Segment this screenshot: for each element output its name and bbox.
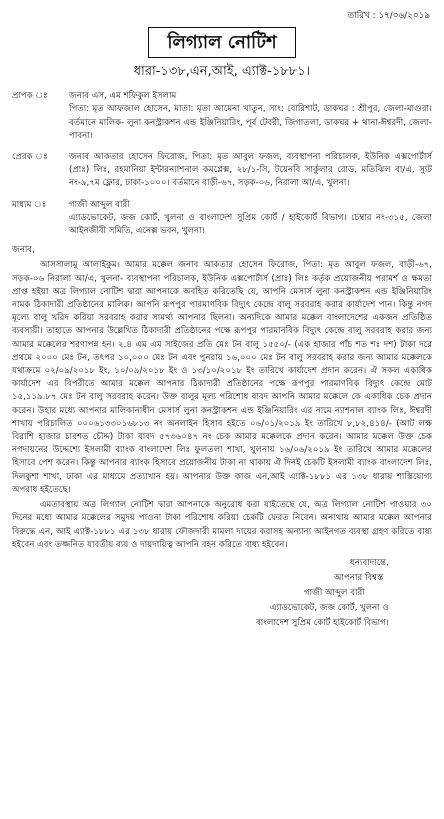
closing-block: [256, 556, 432, 631]
sender-details: জনাব আকতার হোসেন ফিরোজ, পিতা: মৃত আবুল ফজল, ব্যবস্থাপনা পরিচালক, ইউনিক এক্সপোর্টার্স (প্রাঃ) লিঃ, রহমানিয়া ইন্টারন্যাশনাল কমপ্লেক্স, ২৮/১-সি, টয়েনবি সার্কুলার রোড, মতিঝিল বা/এ, স্যুট নং-৯,৭ম ফ্লোর, ঢাকা-১০০০। বর্তমানে বাড়ী-৬৭, সড়ক-০৬, নিরালা আ/এ, খুলনা।: [69, 152, 432, 189]
closing-signatory-name: গাজী আব্দুল বারী: [304, 587, 365, 598]
recipient-details: পিতা: মৃত আফজাল হোসেন, মাতা: মৃতা আমেনা খাতুন, সাং: বোরিশাট, ডাকঘর : শ্রীপুর, জেলা-মাগুরা। বর্তমানে মালিক- লুনা কনস্ট্রাকশন এন্ড ইঞ্জিনিয়ারিং, পূর্ব টেবরী, জিগাতলা, ডাকঘর + থানা-ঈশ্বরদী, জেলা-পাবনা।: [69, 104, 432, 141]
recipient-block: [12, 90, 432, 143]
letter-body-paragraph-1: আসসালামু আলাইকুম। আমার মক্কেল জনাব আকতার হোসেন ফিরোজ, পিতা: মৃত আবুল ফজল, বাড়ী-৬৭, সড়ক-০৬ নিরালা আ/এ, খুলনা- ব্যবস্থাপনা পরিচালক, ইউনিক এক্সপোর্টার্স (প্রাঃ) লিঃ কর্তৃক প্রয়োজনীয় পরামর্শ ও ক্ষমতা প্রাপ্ত হইয়া অত্র লিগ্যাল নোটিশ দ্বারা আপনাকে অবহিত করিতেছি যে, আপনি মেসার্স লুনা কনস্ট্রাকশন এন্ড ইঞ্জিনিয়ারিং নামক ঠিকাদারী প্রতিষ্ঠানের মালিক। আপনি রূপপুর পারমাণবিক বিদ্যুৎ কেন্দ্রে বালু সরবরাহ করার কার্যাদেশ পান। কিন্তু নগদ মূল্যে বালু খরিদ করিয়া সরবরাহ করার সামর্থ্য আপনার ছিলনা। অন্যদিকে আমার মক্কেল বাংলাদেশের একজন প্রতিষ্ঠিত ব্যবসায়ী। তাহাতে আপনার উল্লেখিত ঠিকাদারী প্রতিষ্ঠানের পক্ষে রূপপুর পারমানবিক বিদ্যুৎ কেন্দ্রে বালু সরবরাহ করার জন্য আমার মক্কেলের শরণাপন্ন হন। ২.৪ এম এম সাইজের প্রতি মেঃ টন বালু ১৫৫০/- (এক হাজার পাঁচ শত শঃ দশ) টাকা দরে প্রথমে ২০০০ মেঃ টন, তৎপর ১০,০০০ মেঃ টন এবং পুনরায় ১৬,০০০ মেঃ টন বালু সরবরাহ করার জন্য আমার মক্কেলকে যথাক্রমে ০২/০৯/২০১৮ ইং, ১০/০৯/২০১৮ ইং ও ১৩/১০/২০১৮ ইং তারিখে কার্যাদেশ প্রদান করেন। ঐ সকল একাধিক কার্যাদেশ এর বিপরীতে আমার মক্কেল আপনার ঠিকাদারী প্রতিষ্ঠানের পক্ষে রূপপুর পারমাণবিক বিদ্যুৎ কেন্দ্রে মোট ১৫,১১৯.৮৭ মেঃ টন বালু সরবরাহ করেন। উক্ত বালুর মূল্য পরিশোধ বাবদ আপনি আমার মক্কেলে কে একাধিক চেক প্রদান করেন। উহার মধ্যে আপনার মালিকানাধীন মেসার্স লুনা কনস্ট্রাকশন এন্ড ইঞ্জিনিয়ারিং এর নামে ন্যাশনাল ব্যাংক লিঃ, ঈশ্বরদী শাখায় পরিচালিত ০০০৬১৩৩০১৬৮১৩ নং অনলাইন হিসাব হইতে ০৬/০১/২০১৯ ইং তারিখে ৮,৮২,৪১৪/- (আট লক্ষ বিরাশি হাজার চারশত চৌদ্দ) টাকা বাবদ ৫৭৩৬০৪৭ নং চেক আমার মক্কেলকে প্রদান করেন। আমার মক্কেল উক্ত চেক নগদায়নের উদ্দেশ্যে ইসলামী ব্যাংক বাংলাদেশ লিঃ ফুলতলা শাখা, খুলনায় ১৬/০৬/২০১৯ ইং তারিখে আমার মক্কেলের হিসাবে পেশ করেন। কিন্তু আপনার ব্যাংক হিসাবে প্রয়োজনীয় টাকা না থাকায় ঐ দিনই চেকটি ইসলামী ব্যাংক বাংলাদেশ লিঃ, দিলকুশা শাখা, ঢাকা এর মাধ্যমে প্রত্যাখান হয়। আপনার উক্ত কাজ এন,আই এ্যাক্ট-১৮৮১ এর ১৩৮ ধারায় শাস্তিযোগ্য অপরাধ হইতেছে।: [12, 260, 432, 495]
letter-body-paragraph-2: এমতাবস্থায় অত্র লিগ্যাল নোটিশ দ্বারা আপনাকে অনুরোধ করা যাইতেছে যে, অত্র লিগ্যাল নোটিশ পাওয়ার ৩০ দিনের মধ্যে আমার মক্কেলের সমুদয় পাওনা টাকা পরিশোধ করিয়া চেকটি ফেরত নিবেন। অন্যথায় আমার মক্কেল আপনার বিরুদ্ধে এন, আই এ্যাক্ট-১৮৮১ এর ১৩৮ ধারায় ফৌজদারী মামলা দায়ের করাসহ অন্যান্য আইনগত ব্যবস্থা গ্রহণ করিতে বাধ্য হইবেন এবং তজ্জনিত যাবতীয় ব্যয় ও দায়দায়িত্ব আপনি বহন করিতে বাধ্য হইবেন।: [12, 500, 432, 550]
via-name: গাজী আব্দুল বারী: [69, 199, 130, 210]
sender-label: প্রেরক ঃ: [12, 152, 48, 163]
closing-yours: আপনার বিশ্বস্ত: [334, 572, 384, 583]
notice-date: তারিখ : ১৭/০৬/২০১৯: [347, 11, 430, 21]
via-label: মাধ্যম ঃ: [12, 199, 47, 210]
recipient-body: [69, 90, 432, 143]
via-body: [69, 199, 432, 239]
salutation: জনাব,: [12, 245, 35, 256]
sender-block: [12, 151, 432, 191]
closing-thanks: ধন্যবাদান্তে,: [350, 557, 389, 568]
title-wrapper: [12, 27, 432, 58]
closing-designation: এ্যাডভোকেট, জজ কোর্ট, খুলনা ও: [270, 602, 389, 613]
notice-title: লিগ্যাল নোটিশ: [148, 27, 295, 58]
notice-subtitle: ধারা-১৩৮,এন,আই, এ্যাক্ট-১৮৮১।: [133, 64, 311, 80]
via-block: [12, 199, 432, 239]
recipient-name: জনাব এস, এম শফিকুল ইসলাম: [69, 91, 177, 102]
closing-court: বাংলাদেশ সুপ্রিম কোর্ট হাইকোর্ট বিভাগ।: [256, 617, 389, 628]
recipient-label: প্রাপক ঃ: [12, 91, 48, 102]
via-details: এ্যাডভোকেট, জজ কোর্ট, খুলনা ও বাংলাদেশ সুপ্রিম কোর্ট / হাইকোর্ট বিভাগ। চেম্বার নং-৩১৫, জেলা আইনজীবী সমিতি, এনেক্স ভবন, খুলনা।: [69, 212, 432, 237]
